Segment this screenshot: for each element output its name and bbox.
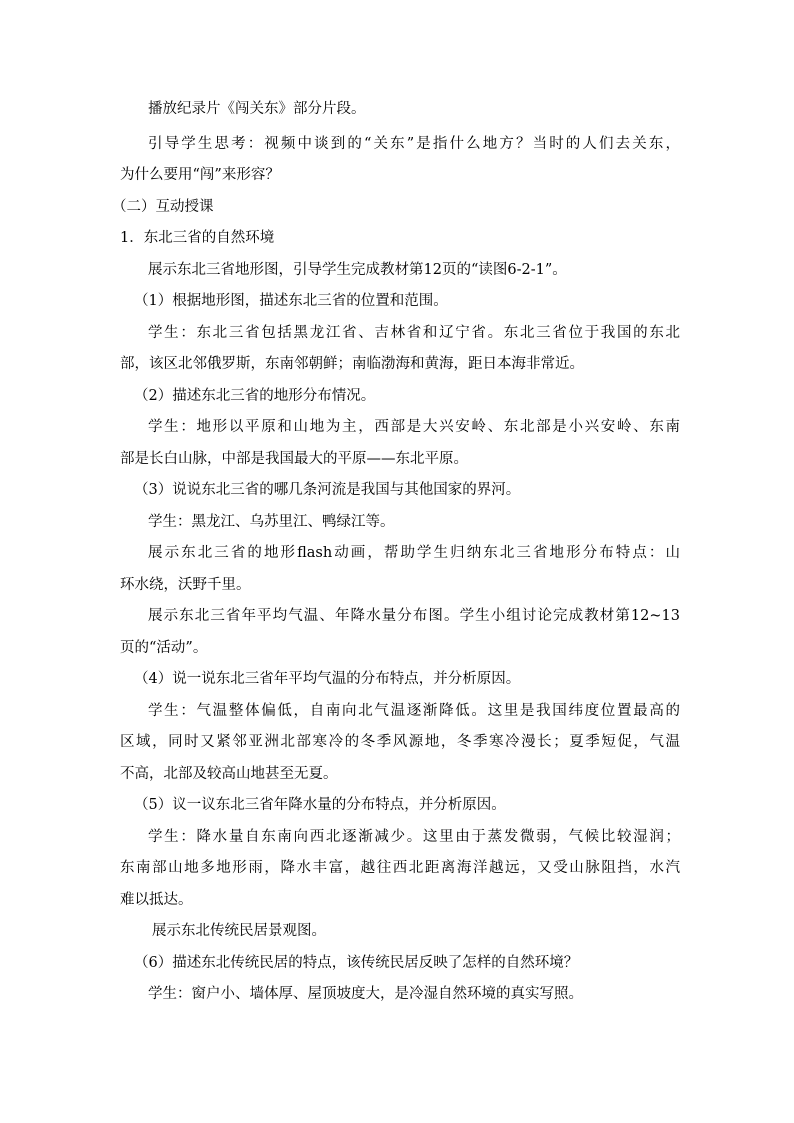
question-4-temperature: （4）说一说东北三省年平均气温的分布特点，并分析原因。 xyxy=(134,671,521,687)
answer-3: 学生：黑龙江、乌苏里江、鸭绿江等。 xyxy=(148,514,395,530)
answer-6: 学生：窗户小、墙体厚、屋顶坡度大，是冷湿自然环境的真实写照。 xyxy=(148,986,583,1002)
answer-4-line2: 区域，同时又紧邻亚洲北部寒冷的冬季风源地，冬季寒冷漫长；夏季短促，气温 xyxy=(120,734,680,750)
answer-1-line2: 部，该区北邻俄罗斯，东南邻朝鲜；南临渤海和黄海，距日本海非常近。 xyxy=(120,356,584,372)
subsection-heading-natural-environment: 1．东北三省的自然环境 xyxy=(120,230,275,246)
question-5-precipitation: （5）议一议东北三省年降水量的分布特点，并分析原因。 xyxy=(134,797,506,813)
answer-5-line2: 东南部山地多地形雨，降水丰富，越往西北距离海洋越远，又受山脉阻挡，水汽 xyxy=(120,860,680,876)
paragraph-climate-map-line2: 页的“活动”。 xyxy=(120,640,208,656)
paragraph-climate-map-line1: 展示东北三省年平均气温、年降水量分布图。学生小组讨论完成教材第12~13 xyxy=(148,608,680,624)
question-2-terrain: （2）描述东北三省的地形分布情况。 xyxy=(134,388,376,404)
section-heading-interactive-lesson: （二）互动授课 xyxy=(112,199,214,215)
paragraph-traditional-dwellings: 展示东北传统民居景观图。 xyxy=(152,923,326,939)
paragraph-intro-video: 播放纪录片《闯关东》部分片段。 xyxy=(148,101,366,117)
paragraph-flash-animation-line2: 环水绕，沃野千里。 xyxy=(120,577,251,593)
paragraph-flash-animation-line1: 展示东北三省的地形flash动画，帮助学生归纳东北三省地形分布特点：山 xyxy=(148,545,680,561)
answer-1-line1: 学生：东北三省包括黑龙江省、吉林省和辽宁省。东北三省位于我国的东北 xyxy=(148,325,680,341)
answer-5-line3: 难以抵达。 xyxy=(120,892,193,908)
question-6-dwellings: （6）描述东北传统民居的特点，该传统民居反映了怎样的自然环境？ xyxy=(134,955,579,971)
answer-4-line3: 不高，北部及较高山地甚至无夏。 xyxy=(120,766,338,782)
question-1-location: （1）根据地形图，描述东北三省的位置和范围。 xyxy=(134,293,448,309)
answer-2-line1: 学生：地形以平原和山地为主，西部是大兴安岭、东北部是小兴安岭、东南 xyxy=(148,419,680,435)
answer-2-line2: 部是长白山脉，中部是我国最大的平原——东北平原。 xyxy=(120,451,468,467)
question-3-rivers: （3）说说东北三省的哪几条河流是我国与其他国家的界河。 xyxy=(134,482,521,498)
paragraph-guide-question-line1: 引导学生思考：视频中谈到的“关东”是指什么地方？当时的人们去关东， xyxy=(148,136,680,152)
answer-5-line1: 学生：降水量自东南向西北逐渐减少。这里由于蒸发微弱，气候比较湿润； xyxy=(148,829,680,845)
answer-4-line1: 学生：气温整体偏低，自南向北气温逐渐降低。这里是我国纬度位置最高的 xyxy=(148,703,680,719)
paragraph-show-terrain-map: 展示东北三省地形图，引导学生完成教材第12页的“读图6-2-1”。 xyxy=(148,262,567,278)
paragraph-guide-question-line2: 为什么要用“闯”来形容？ xyxy=(120,167,280,183)
